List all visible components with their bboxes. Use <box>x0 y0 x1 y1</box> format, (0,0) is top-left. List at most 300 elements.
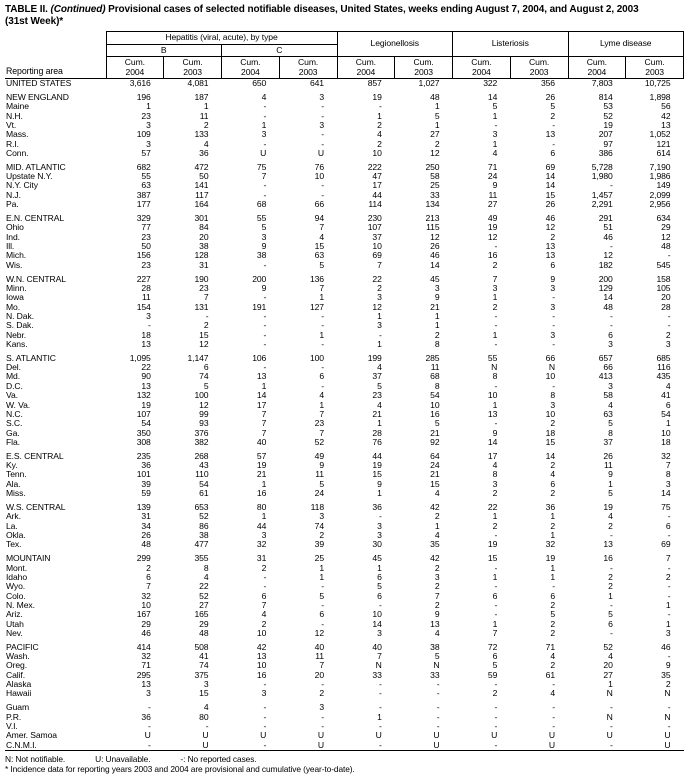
value-cell: 10 <box>430 399 440 410</box>
value-cell: 2 <box>550 488 555 499</box>
cum-year-header: Cum. 2004 <box>337 57 395 79</box>
value-cell: 2 <box>203 119 209 130</box>
value-cell: 222 <box>367 161 382 172</box>
value-cell: - <box>205 310 209 321</box>
value-cell: 149 <box>656 180 671 191</box>
reporting-area-cell: P.R. <box>6 711 22 722</box>
value-cell: - <box>378 599 382 610</box>
value-cell: U <box>548 739 555 750</box>
value-cell: 3 <box>377 627 382 638</box>
value-cell: 13 <box>545 129 555 140</box>
value-cell: 27 <box>199 599 209 610</box>
value-cell: 31 <box>256 553 267 564</box>
reporting-area-cell: E.N. CENTRAL <box>6 212 65 223</box>
reporting-area-cell: N.H. <box>6 110 23 121</box>
table-row <box>5 331 684 340</box>
value-cell: 49 <box>314 450 324 461</box>
value-cell: U <box>317 730 324 741</box>
value-cell: - <box>263 711 267 722</box>
value-cell: 3 <box>492 282 498 293</box>
value-cell: 10,725 <box>644 78 671 88</box>
reporting-area-cell: Mo. <box>6 301 21 312</box>
value-cell: 3 <box>319 511 324 522</box>
value-cell: 2 <box>261 618 267 629</box>
value-cell: - <box>609 702 613 713</box>
value-cell: - <box>494 529 498 540</box>
value-cell: 3 <box>146 310 151 321</box>
value-cell: 7 <box>377 651 382 662</box>
table-row <box>5 242 684 251</box>
value-cell: 2 <box>550 618 555 629</box>
value-cell: 15 <box>199 688 209 699</box>
table-row <box>5 582 684 591</box>
value-cell: 200 <box>252 273 267 284</box>
value-cell: 27 <box>603 669 613 680</box>
value-cell: 7 <box>203 292 209 303</box>
value-cell: 21 <box>256 469 267 480</box>
value-cell: - <box>494 711 498 722</box>
table-row <box>5 540 684 549</box>
value-cell: 6 <box>319 371 324 382</box>
value-cell: 10 <box>661 427 671 438</box>
value-cell: 46 <box>141 627 151 638</box>
value-cell: 1 <box>319 571 324 582</box>
value-cell: 1,986 <box>649 171 671 182</box>
value-cell: 14 <box>545 180 555 191</box>
table-row <box>5 703 684 712</box>
value-cell: - <box>552 119 555 130</box>
value-cell: 23 <box>199 282 209 293</box>
table-row <box>5 363 684 372</box>
value-cell: 61 <box>199 488 209 499</box>
value-cell: 8 <box>608 427 613 438</box>
value-cell: 7 <box>319 408 324 419</box>
value-cell: 131 <box>194 301 209 312</box>
value-cell: 22 <box>487 501 498 512</box>
reporting-area-cell: Colo. <box>6 590 26 601</box>
value-cell: 3 <box>319 91 324 102</box>
value-cell: 52 <box>314 436 324 447</box>
value-cell: U <box>317 739 324 750</box>
reporting-area-cell: Ill. <box>6 241 15 251</box>
value-cell: 14 <box>661 488 671 499</box>
value-cell: 4 <box>203 571 209 582</box>
value-cell: 5 <box>377 380 382 391</box>
reporting-area-cell: N.C. <box>6 408 23 419</box>
value-cell: - <box>321 679 324 690</box>
value-cell: 42 <box>256 641 267 652</box>
value-cell: 57 <box>141 147 151 158</box>
value-cell: 9 <box>608 469 613 480</box>
value-cell: 17 <box>256 399 267 410</box>
reporting-area-cell: Ky. <box>6 460 18 471</box>
value-cell: - <box>321 599 324 610</box>
value-cell: 268 <box>194 450 209 461</box>
reporting-area-cell: Wis. <box>6 259 23 270</box>
reporting-area-cell: Wash. <box>6 651 30 662</box>
value-cell: 650 <box>252 78 267 88</box>
value-cell: 8 <box>550 390 555 401</box>
value-cell: 32 <box>545 539 555 550</box>
table-row <box>5 731 684 740</box>
value-cell: - <box>667 250 671 261</box>
value-cell: 15 <box>199 329 209 340</box>
value-cell: U <box>375 730 382 741</box>
value-cell: 7 <box>261 171 267 182</box>
value-cell: 13 <box>545 250 555 261</box>
value-cell: - <box>494 380 498 391</box>
value-cell: - <box>667 310 671 321</box>
value-cell: 653 <box>194 501 209 512</box>
value-cell: 7 <box>492 627 498 638</box>
value-cell: 28 <box>372 427 382 438</box>
value-cell: 4 <box>377 129 382 140</box>
value-cell: 3 <box>608 338 613 349</box>
value-cell: 814 <box>598 91 613 102</box>
value-cell: 21 <box>430 469 440 480</box>
value-cell: - <box>609 739 613 750</box>
value-cell: 3 <box>146 688 151 699</box>
value-cell: - <box>263 739 267 750</box>
table-row <box>5 438 684 447</box>
value-cell: 51 <box>603 222 613 233</box>
value-cell: 2 <box>550 460 555 471</box>
value-cell: - <box>321 138 324 149</box>
reporting-area-cell: E.S. CENTRAL <box>6 450 64 461</box>
value-cell: 1,027 <box>418 78 440 88</box>
reporting-area-cell: Alaska <box>6 679 32 690</box>
value-cell: 20 <box>661 292 671 303</box>
value-cell: 472 <box>194 161 209 172</box>
value-cell: 32 <box>141 651 151 662</box>
value-cell: 177 <box>136 199 151 210</box>
value-cell: 42 <box>430 553 440 564</box>
table-row <box>5 629 684 638</box>
legend-no-reported-cases: -: No reported cases. <box>180 754 257 765</box>
value-cell: 90 <box>141 371 151 382</box>
value-cell: 2 <box>492 301 498 312</box>
table-row <box>5 181 684 190</box>
reporting-area-cell: Ga. <box>6 427 20 438</box>
value-cell: 6 <box>492 651 498 662</box>
value-cell: 38 <box>256 250 267 261</box>
value-cell: 3 <box>434 571 440 582</box>
table-row <box>5 489 684 498</box>
value-cell: 25 <box>430 180 440 191</box>
value-cell: 508 <box>194 641 209 652</box>
value-cell: 4 <box>665 380 671 391</box>
value-cell: - <box>552 711 555 722</box>
value-cell: N <box>606 711 613 722</box>
value-cell: 22 <box>199 581 209 592</box>
value-cell: 382 <box>194 436 209 447</box>
value-cell: 93 <box>199 418 209 429</box>
value-cell: 4 <box>319 231 324 242</box>
value-cell: 3 <box>550 329 555 340</box>
value-cell: - <box>321 129 324 140</box>
value-cell: - <box>321 320 324 331</box>
value-cell: - <box>667 320 671 331</box>
value-cell: - <box>494 562 498 573</box>
value-cell: 1 <box>550 571 555 582</box>
legend-unavailable: U: Unavailable. <box>95 754 151 765</box>
value-cell: 37 <box>372 371 382 382</box>
value-cell: 187 <box>194 91 209 102</box>
cum-year-header: Cum. 2003 <box>279 57 337 79</box>
reporting-area-cell: NEW ENGLAND <box>6 91 69 102</box>
footnote-legend <box>5 754 684 764</box>
value-cell: 14 <box>256 390 267 401</box>
value-cell: 413 <box>598 371 613 382</box>
value-cell: - <box>321 380 324 391</box>
reporting-area-cell: Miss. <box>6 488 26 499</box>
reporting-area-cell: Mass. <box>6 129 29 140</box>
table-row <box>5 140 684 149</box>
value-cell: 80 <box>199 711 209 722</box>
table-row <box>5 172 684 181</box>
legend-not-notifiable: N: Not notifiable. <box>5 754 66 765</box>
table-row <box>5 191 684 200</box>
reporting-area-cell: Tex. <box>6 539 22 550</box>
value-cell: 42 <box>661 110 671 121</box>
value-cell: - <box>263 310 267 321</box>
value-cell: 13 <box>603 539 613 550</box>
reporting-area-cell: Upstate N.Y. <box>6 171 53 182</box>
value-cell: 4 <box>492 460 498 471</box>
value-cell: - <box>378 721 382 731</box>
value-cell: 26 <box>141 529 151 540</box>
value-cell: 134 <box>425 199 440 210</box>
table-row <box>5 601 684 610</box>
value-cell: 227 <box>136 273 151 284</box>
reporting-area-cell: N.J. <box>6 189 21 200</box>
reporting-area-cell: Ark. <box>6 511 21 522</box>
value-cell: 77 <box>141 222 151 233</box>
table-row <box>5 512 684 521</box>
value-cell: N <box>664 688 671 699</box>
value-cell: - <box>263 180 267 191</box>
value-cell: 1 <box>377 338 382 349</box>
value-cell: 2 <box>377 138 382 149</box>
value-cell: 128 <box>194 250 209 261</box>
value-cell: 55 <box>487 352 498 363</box>
value-cell: 1 <box>319 562 324 573</box>
value-cell: 3 <box>261 529 267 540</box>
value-cell: 2 <box>550 599 555 610</box>
value-cell: 1 <box>377 488 382 499</box>
value-cell: 66 <box>603 362 613 373</box>
value-cell: 15 <box>487 553 498 564</box>
value-cell: 37 <box>372 231 382 242</box>
table-row <box>5 401 684 410</box>
reporting-area-cell: Ariz. <box>6 609 23 620</box>
value-cell: U <box>606 730 613 741</box>
value-cell: 14 <box>372 618 382 629</box>
value-cell: 545 <box>656 259 671 270</box>
value-cell: U <box>202 730 209 741</box>
value-cell: 7 <box>261 599 267 610</box>
table-row <box>5 372 684 381</box>
value-cell: 1 <box>261 119 267 130</box>
value-cell: 8 <box>203 562 209 573</box>
reporting-area-cell: Nev. <box>6 627 23 638</box>
value-cell: 6 <box>319 609 324 620</box>
value-cell: 52 <box>603 110 613 121</box>
value-cell: 7 <box>492 273 498 284</box>
value-cell: 190 <box>194 273 209 284</box>
value-cell: 9 <box>550 273 555 284</box>
table-row <box>5 620 684 629</box>
value-cell: 685 <box>656 352 671 363</box>
value-cell: 1 <box>608 590 613 601</box>
value-cell: - <box>667 581 671 592</box>
value-cell: - <box>263 702 267 713</box>
value-cell: 110 <box>195 469 209 480</box>
value-cell: 7 <box>319 222 324 233</box>
value-cell: 44 <box>256 520 267 531</box>
value-cell: 12 <box>430 231 440 242</box>
reporting-area-cell: MID. ATLANTIC <box>6 161 66 172</box>
value-cell: 1 <box>550 562 555 573</box>
value-cell: 74 <box>199 371 209 382</box>
value-cell: 641 <box>309 78 324 88</box>
table-row <box>5 661 684 670</box>
value-cell: 235 <box>136 450 151 461</box>
value-cell: 9 <box>492 180 498 191</box>
value-cell: - <box>147 721 151 731</box>
value-cell: - <box>378 329 382 340</box>
table-row <box>5 480 684 489</box>
value-cell: 46 <box>603 231 613 242</box>
value-cell: - <box>552 581 555 592</box>
value-cell: 12 <box>661 231 671 242</box>
value-cell: 154 <box>136 301 151 312</box>
value-cell: 69 <box>372 250 382 261</box>
value-cell: 6 <box>203 362 209 373</box>
value-cell: 4 <box>550 688 555 699</box>
reporting-area-cell: V.I. <box>6 721 18 731</box>
value-cell: 2 <box>492 488 498 499</box>
value-cell: 1 <box>434 320 440 331</box>
value-cell: 31 <box>199 259 209 270</box>
value-cell: 4 <box>608 399 613 410</box>
value-cell: 250 <box>425 161 440 172</box>
value-cell: - <box>321 581 324 592</box>
value-cell: 6 <box>665 520 671 531</box>
value-cell: - <box>378 679 382 690</box>
value-cell: 6 <box>608 329 613 340</box>
value-cell: 9 <box>434 292 440 303</box>
value-cell: 2 <box>665 679 671 690</box>
value-cell: 32 <box>141 590 151 601</box>
value-cell: 35 <box>661 669 671 680</box>
value-cell: 5 <box>434 110 440 121</box>
value-cell: 52 <box>199 511 209 522</box>
cum-year-header: Cum. 2004 <box>222 57 280 79</box>
value-cell: 15 <box>430 478 440 489</box>
value-cell: - <box>494 679 498 690</box>
value-cell: 127 <box>309 301 324 312</box>
value-cell: 19 <box>141 399 151 410</box>
value-cell: 10 <box>141 599 151 610</box>
value-cell: 36 <box>141 460 151 471</box>
value-cell: 15 <box>545 436 555 447</box>
value-cell: 4 <box>608 511 613 522</box>
value-cell: 10 <box>372 609 382 620</box>
value-cell: 94 <box>314 212 324 223</box>
reporting-area-cell: W.S. CENTRAL <box>6 501 66 512</box>
value-cell: 109 <box>136 129 151 140</box>
value-cell: 13 <box>256 371 267 382</box>
value-cell: 84 <box>199 222 209 233</box>
value-cell: 2 <box>550 627 555 638</box>
table-row <box>5 531 684 540</box>
value-cell: 1 <box>203 101 209 112</box>
value-cell: 101 <box>136 469 151 480</box>
reporting-area-cell: R.I. <box>6 138 19 149</box>
value-cell: 20 <box>314 669 324 680</box>
value-cell: 40 <box>256 436 267 447</box>
value-cell: - <box>609 180 613 191</box>
value-cell: 2 <box>492 688 498 699</box>
value-cell: 2 <box>608 581 613 592</box>
value-cell: - <box>263 721 267 731</box>
value-cell: 10 <box>372 241 382 251</box>
value-cell: 1 <box>377 110 382 121</box>
reporting-area-cell: Pa. <box>6 199 19 210</box>
value-cell: - <box>263 101 267 112</box>
value-cell: 4 <box>261 91 267 102</box>
value-cell: - <box>263 138 267 149</box>
value-cell: - <box>378 511 382 522</box>
value-cell: 2 <box>665 329 671 340</box>
value-cell: 19 <box>487 222 498 233</box>
value-cell: - <box>667 609 671 620</box>
value-cell: 2 <box>319 529 324 540</box>
reporting-area-cell: UNITED STATES <box>6 78 72 88</box>
value-cell: 100 <box>309 352 324 363</box>
value-cell: 18 <box>661 436 671 447</box>
value-cell: 6 <box>550 259 555 270</box>
value-cell: 3 <box>665 627 671 638</box>
value-cell: 167 <box>136 609 151 620</box>
value-cell: 19 <box>603 119 613 130</box>
value-cell: 7 <box>665 460 671 471</box>
value-cell: 2 <box>434 562 440 573</box>
value-cell: 5 <box>319 259 324 270</box>
value-cell: 8 <box>434 380 440 391</box>
table-row <box>5 121 684 130</box>
reporting-area-cell: Kans. <box>6 338 28 349</box>
value-cell: - <box>552 320 555 331</box>
reporting-area-cell: Amer. Samoa <box>6 730 57 741</box>
reporting-area-cell: Guam <box>6 702 30 713</box>
value-cell: 1 <box>377 711 382 722</box>
value-cell: 4 <box>319 390 324 401</box>
value-cell: 19 <box>603 501 613 512</box>
value-cell: 68 <box>256 199 267 210</box>
value-cell: 14 <box>545 450 555 461</box>
value-cell: 3 <box>377 529 382 540</box>
value-cell: - <box>609 310 613 321</box>
value-cell: - <box>263 581 267 592</box>
value-cell: 11 <box>604 460 613 471</box>
value-cell: - <box>494 581 498 592</box>
value-cell: 56 <box>661 101 671 112</box>
table-row <box>5 149 684 158</box>
reporting-area-cell: Md. <box>6 371 21 382</box>
reporting-area-cell: Ala. <box>6 478 21 489</box>
